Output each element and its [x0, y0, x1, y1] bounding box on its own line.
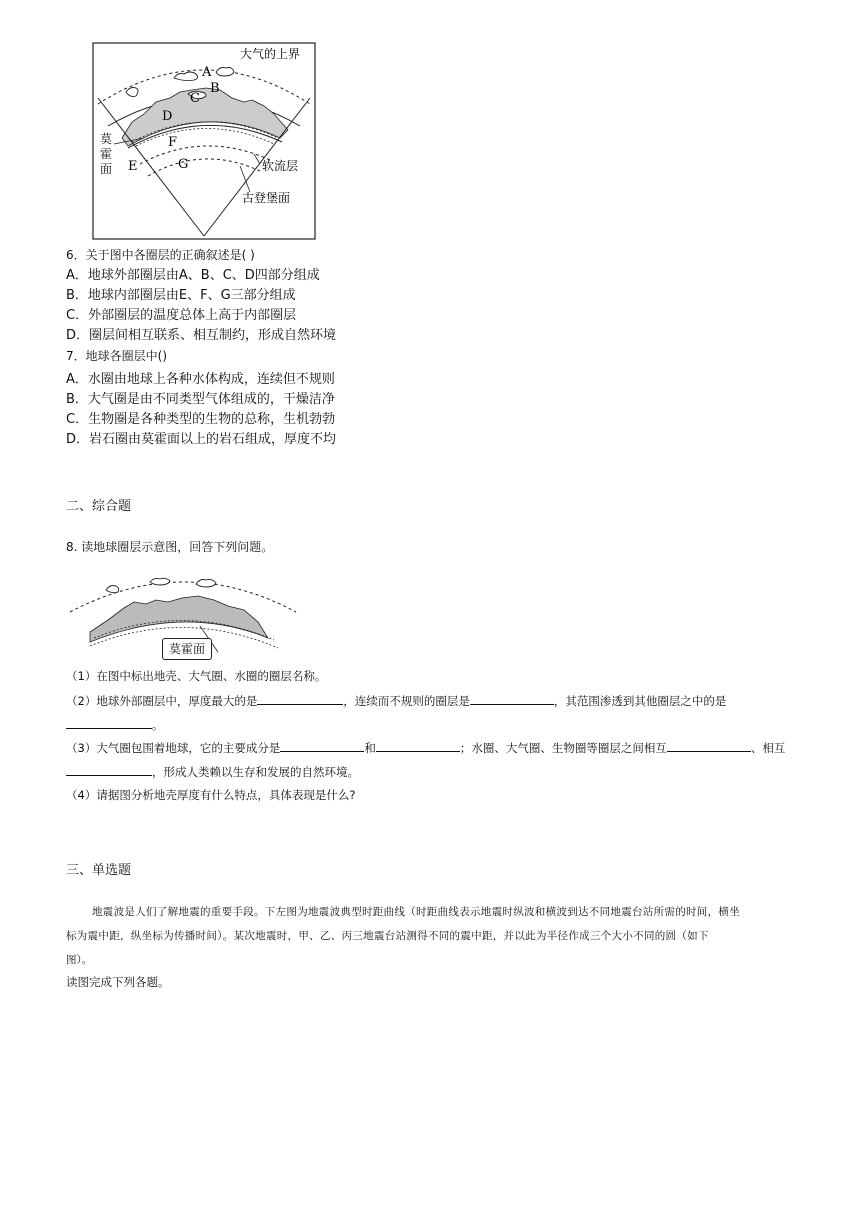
blank-continuous-layer[interactable]: [470, 692, 554, 705]
q8-part-4: （4）请据图分析地壳厚度有什么特点，具体表现是什么?: [66, 788, 356, 802]
section-2-title: 二、综合题: [66, 499, 132, 514]
asthenosphere-label: 软流层: [262, 159, 299, 173]
label-b: B: [210, 81, 220, 96]
label-a: A: [202, 65, 212, 80]
moho-vertical-label: 莫 霍 面: [100, 132, 113, 176]
q8-part-3-cont: [66, 763, 359, 780]
q8-part-2-text-c: ，其范围渗透到其他圈层之中的是: [553, 694, 727, 708]
earth-layers-figure: [92, 42, 316, 240]
q6-option-c[interactable]: C．外部圈层的温度总体上高于内部圈层: [66, 308, 297, 323]
blank-main-gas-2[interactable]: [376, 739, 460, 752]
blank-thickest-layer[interactable]: [257, 692, 343, 705]
q7-option-a[interactable]: A．水圈由地球上各种水体构成，连续但不规则: [66, 372, 335, 387]
q6-stem: 6．关于图中各圈层的正确叙述是( ): [66, 248, 255, 262]
q8-part-2-text-d: 。: [152, 718, 164, 732]
label-g: G: [178, 157, 189, 172]
label-d: D: [162, 109, 173, 124]
intro-line-4: 读图完成下列各题。: [66, 975, 170, 989]
upper-atmosphere-label: 大气的上界: [240, 47, 301, 61]
q8-part-1: （1）在图中标出地壳、大气圈、水圈的圈层名称。: [66, 669, 327, 683]
q6-option-b[interactable]: B．地球内部圈层由E、F、G三部分组成: [66, 288, 296, 303]
q8-stem: 8. 读地球圈层示意图，回答下列问题。: [66, 540, 274, 554]
q8-part-2-cont: [66, 716, 164, 733]
q7-option-b[interactable]: B．大气圈是由不同类型气体组成的，干燥洁净: [66, 392, 335, 407]
blank-penetrating-layer[interactable]: [66, 716, 152, 729]
q8-part-3-text-d: 、相互: [750, 741, 786, 755]
q8-part-2: [66, 692, 726, 709]
q6-option-a[interactable]: A．地球外部圈层由A、B、C、D四部分组成: [66, 268, 320, 283]
label-e: E: [128, 159, 138, 174]
earth-layers-diagram: [92, 42, 316, 240]
q7-stem: 7．地球各圈层中(): [66, 349, 167, 363]
intro-line-1: 地震波是人们了解地震的重要手段。下左图为地震波典型时距曲线（时距曲线表示地震时纵波和横波到达不同地震台站所需的时间，横坐: [92, 906, 740, 918]
label-f: F: [168, 135, 178, 150]
section-3-title: 三、单选题: [66, 863, 132, 878]
q8-part-3-text-c: ；水圈、大气圈、生物圈等圈层之间相互: [459, 741, 667, 755]
blank-main-gas-1[interactable]: [280, 739, 364, 752]
gutenberg-label: 古登堡面: [242, 191, 291, 205]
q8-part-3-text-b: 和: [364, 741, 376, 755]
intro-line-2: 标为震中距，纵坐标为传播时间）。某次地震时，甲、乙、丙三地震台站测得不同的震中距，并以此为半径作成三个大小不同的圆（如下: [66, 930, 709, 942]
q8-part-2-text-a: （2）地球外部圈层中，厚度最大的是: [66, 694, 258, 708]
label-c: C: [190, 91, 200, 106]
intro-line-3: 图）。: [66, 954, 93, 966]
q8-part-3: [66, 739, 785, 756]
blank-mutual-2[interactable]: [66, 763, 152, 776]
q7-option-c[interactable]: C．生物圈是各种类型的生物的总称，生机勃勃: [66, 412, 336, 427]
q6-option-d[interactable]: D．圈层间相互联系、相互制约，形成自然环境: [66, 328, 337, 343]
q8-part-3-text-a: （3）大气圈包围着地球，它的主要成分是: [66, 741, 281, 755]
moho-box-label: 莫霍面: [162, 638, 212, 660]
q7-option-d[interactable]: D．岩石圈由莫霍面以上的岩石组成，厚度不均: [66, 432, 337, 447]
q8-part-2-text-b: ，连续而不规则的圈层是: [343, 694, 470, 708]
blank-mutual-1[interactable]: [667, 739, 751, 752]
q8-part-3-text-e: ，形成人类赖以生存和发展的自然环境。: [152, 765, 359, 779]
